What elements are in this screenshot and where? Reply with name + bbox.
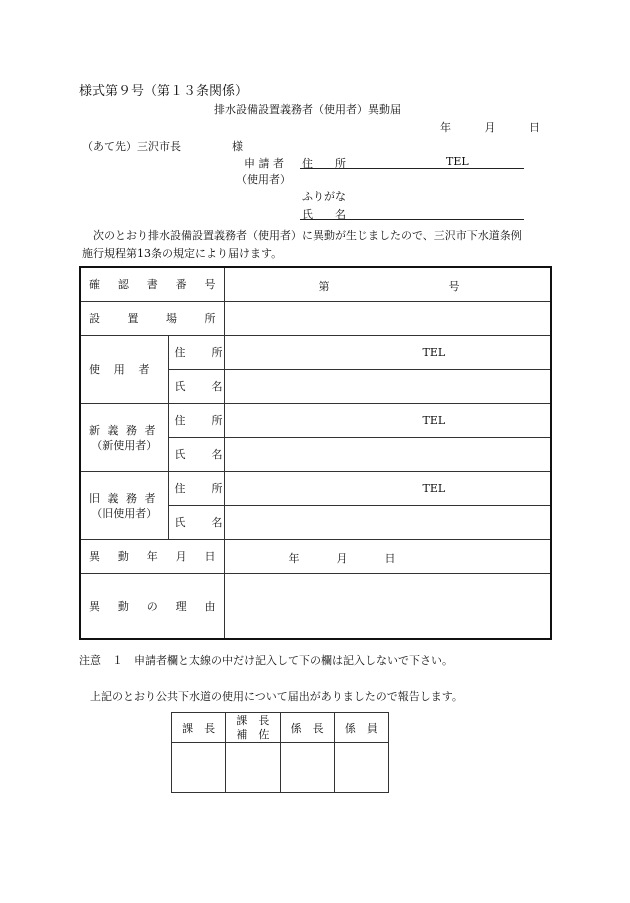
location-field[interactable] [224,301,551,335]
old-obligor-name-field[interactable] [224,505,551,539]
change-date-field[interactable]: 年 月 日 [224,539,551,573]
stamp-kakariin-seal [334,743,388,793]
date-year: 年 [440,121,451,134]
body-text-line2: 施行規程第13条の規定により届けます。 [82,247,283,260]
user-address-label: 住 所 [168,335,224,369]
addressee-honorific: 様 [232,140,243,153]
new-obligor-address-field[interactable]: TEL [224,403,551,437]
applicant-furigana-label: ふりがな [302,190,346,203]
stamp-kacho-hosa-seal [226,743,280,793]
body-text-line1: 次のとおり排水設備設置義務者（使用者）に異動が生じましたので、三沢市下水道条例 [93,229,522,242]
old-obligor-label: 旧 義 務 者 （旧使用者） [80,471,168,539]
change-reason-field[interactable] [224,573,551,639]
row-user-address [80,335,551,369]
applicant-address-field[interactable] [300,168,524,169]
row-old-obligor-address [80,471,551,505]
row-confirm-number [80,267,551,301]
date-line [440,119,540,135]
confirm-number-field[interactable]: 第 号 [224,267,551,301]
stamp-kakariin-label: 係 員 [334,713,388,743]
applicant-name-label: 氏 名 [302,208,346,221]
new-obligor-address-label: 住 所 [168,403,224,437]
stamp-kacho-hosa-line2: 補 佐 [236,727,270,741]
applicant-name-field[interactable] [300,219,524,220]
stamp-kacho-label: 課 長 [172,713,226,743]
approval-stamp-table [171,712,389,793]
row-new-obligor-address [80,403,551,437]
new-obligor-label: 新 義 務 者 （新使用者） [80,403,168,471]
new-obligor-name-label: 氏 名 [168,437,224,471]
change-date-label: 異 動 年 月 日 [80,539,224,573]
change-reason-label: 異 動 の 理 由 [80,573,224,639]
stamp-kakaricho-seal [280,743,334,793]
row-change-reason [80,573,551,639]
new-obligor-name-field[interactable] [224,437,551,471]
applicant-tel-label: TEL [446,155,469,168]
report-text: 上記のとおり公共下水道の使用について届出がありましたので報告します。 [90,690,463,703]
stamp-seal-row [172,743,389,793]
old-obligor-address-label: 住 所 [168,471,224,505]
stamp-kacho-seal [172,743,226,793]
row-location [80,301,551,335]
form-number: 様式第９号（第１３条関係） [79,84,249,99]
new-obligor-sub-label: （新使用者） [91,438,158,452]
stamp-kacho-hosa-line1: 課 長 [236,713,270,727]
stamp-kacho-hosa-label [226,713,280,743]
old-obligor-sub-label: （旧使用者） [91,506,158,520]
user-label: 使 用 者 [80,335,168,403]
stamp-kakaricho-label: 係 長 [280,713,334,743]
row-change-date [80,539,551,573]
location-label: 設 置 場 所 [80,301,224,335]
confirm-number-label: 確 認 書 番 号 [80,267,224,301]
addressee: （あて先）三沢市長 [82,140,181,153]
applicant-sub-label: （使用者） [236,173,291,186]
stamp-header-row [172,713,389,743]
user-name-field[interactable] [224,369,551,403]
applicant-label: 申 請 者 [244,157,284,170]
old-obligor-address-field[interactable]: TEL [224,471,551,505]
date-month: 月 [484,121,496,134]
old-obligor-name-label: 氏 名 [168,505,224,539]
user-address-field[interactable]: TEL [224,335,551,369]
note-text: 注意 １ 申請者欄と太線の中だけ記入して下の欄は記入しないで下さい。 [79,654,453,667]
form-title: 排水設備設置義務者（使用者）異動届 [214,103,401,116]
applicant-address-label: 住 所 [302,157,346,170]
date-day: 日 [529,121,540,134]
user-name-label: 氏 名 [168,369,224,403]
main-form-table [79,266,552,640]
